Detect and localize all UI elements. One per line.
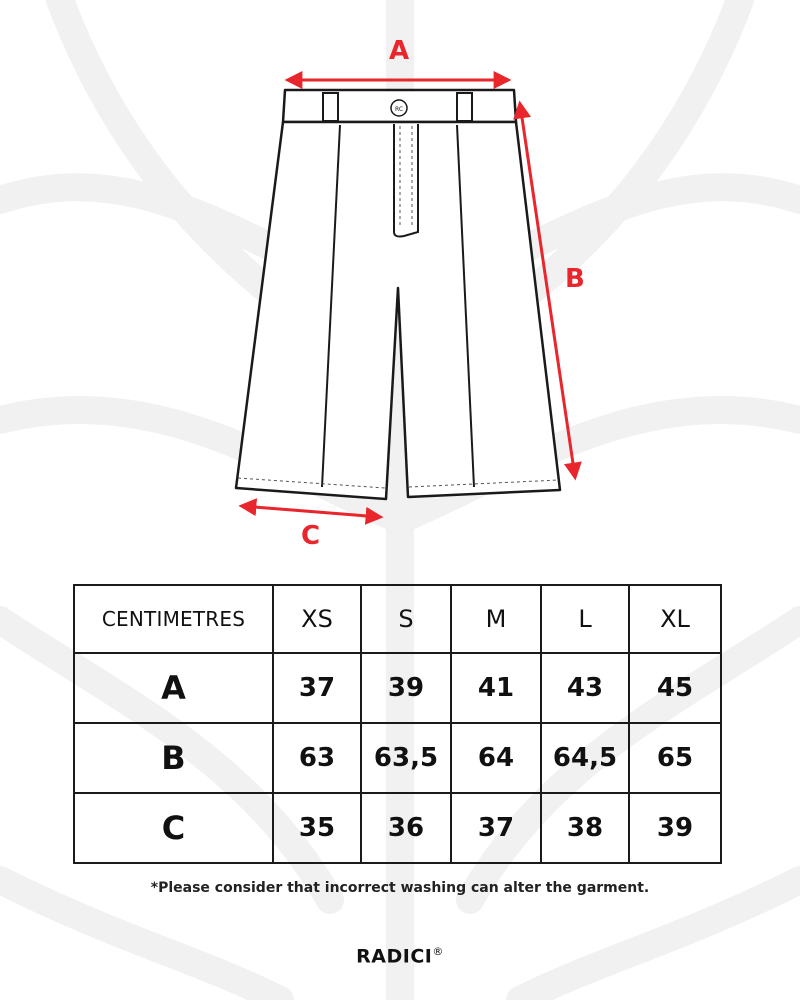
table-row: [74, 723, 721, 793]
table-row: [74, 793, 721, 863]
brand-logo: [0, 945, 800, 967]
table-cell: 38: [541, 793, 629, 863]
table-cell: 37: [451, 793, 541, 863]
size-header: L: [541, 585, 629, 653]
row-label: B: [74, 723, 273, 793]
size-header: XL: [629, 585, 721, 653]
size-header: M: [451, 585, 541, 653]
button-text: RC: [394, 106, 404, 113]
table-cell: 63: [273, 723, 361, 793]
table-cell: 41: [451, 653, 541, 723]
size-header-row: [74, 585, 721, 653]
table-cell: 43: [541, 653, 629, 723]
table-cell: 65: [629, 723, 721, 793]
label-b: B: [565, 264, 585, 294]
table-cell: 35: [273, 793, 361, 863]
size-header: XS: [273, 585, 361, 653]
table-cell: 64: [451, 723, 541, 793]
size-chart-table: [73, 584, 722, 864]
table-cell: 37: [273, 653, 361, 723]
washing-note: *Please consider that incorrect washing can alter the garment.: [150, 880, 650, 896]
table-cell: 36: [361, 793, 451, 863]
measure-c-arrow: [242, 506, 380, 517]
table-cell: 64,5: [541, 723, 629, 793]
table-cell: 39: [361, 653, 451, 723]
brand-name: RADICI: [356, 945, 433, 968]
label-c: C: [301, 521, 321, 551]
table-cell: 63,5: [361, 723, 451, 793]
unit-header: CENTIMETRES: [74, 585, 273, 653]
table-cell: 45: [629, 653, 721, 723]
label-a: A: [389, 36, 410, 66]
registered-mark: ®: [432, 945, 444, 958]
shorts-outline: [236, 90, 560, 499]
table-row: [74, 653, 721, 723]
row-label: A: [74, 653, 273, 723]
row-label: C: [74, 793, 273, 863]
table-cell: 39: [629, 793, 721, 863]
size-header: S: [361, 585, 451, 653]
